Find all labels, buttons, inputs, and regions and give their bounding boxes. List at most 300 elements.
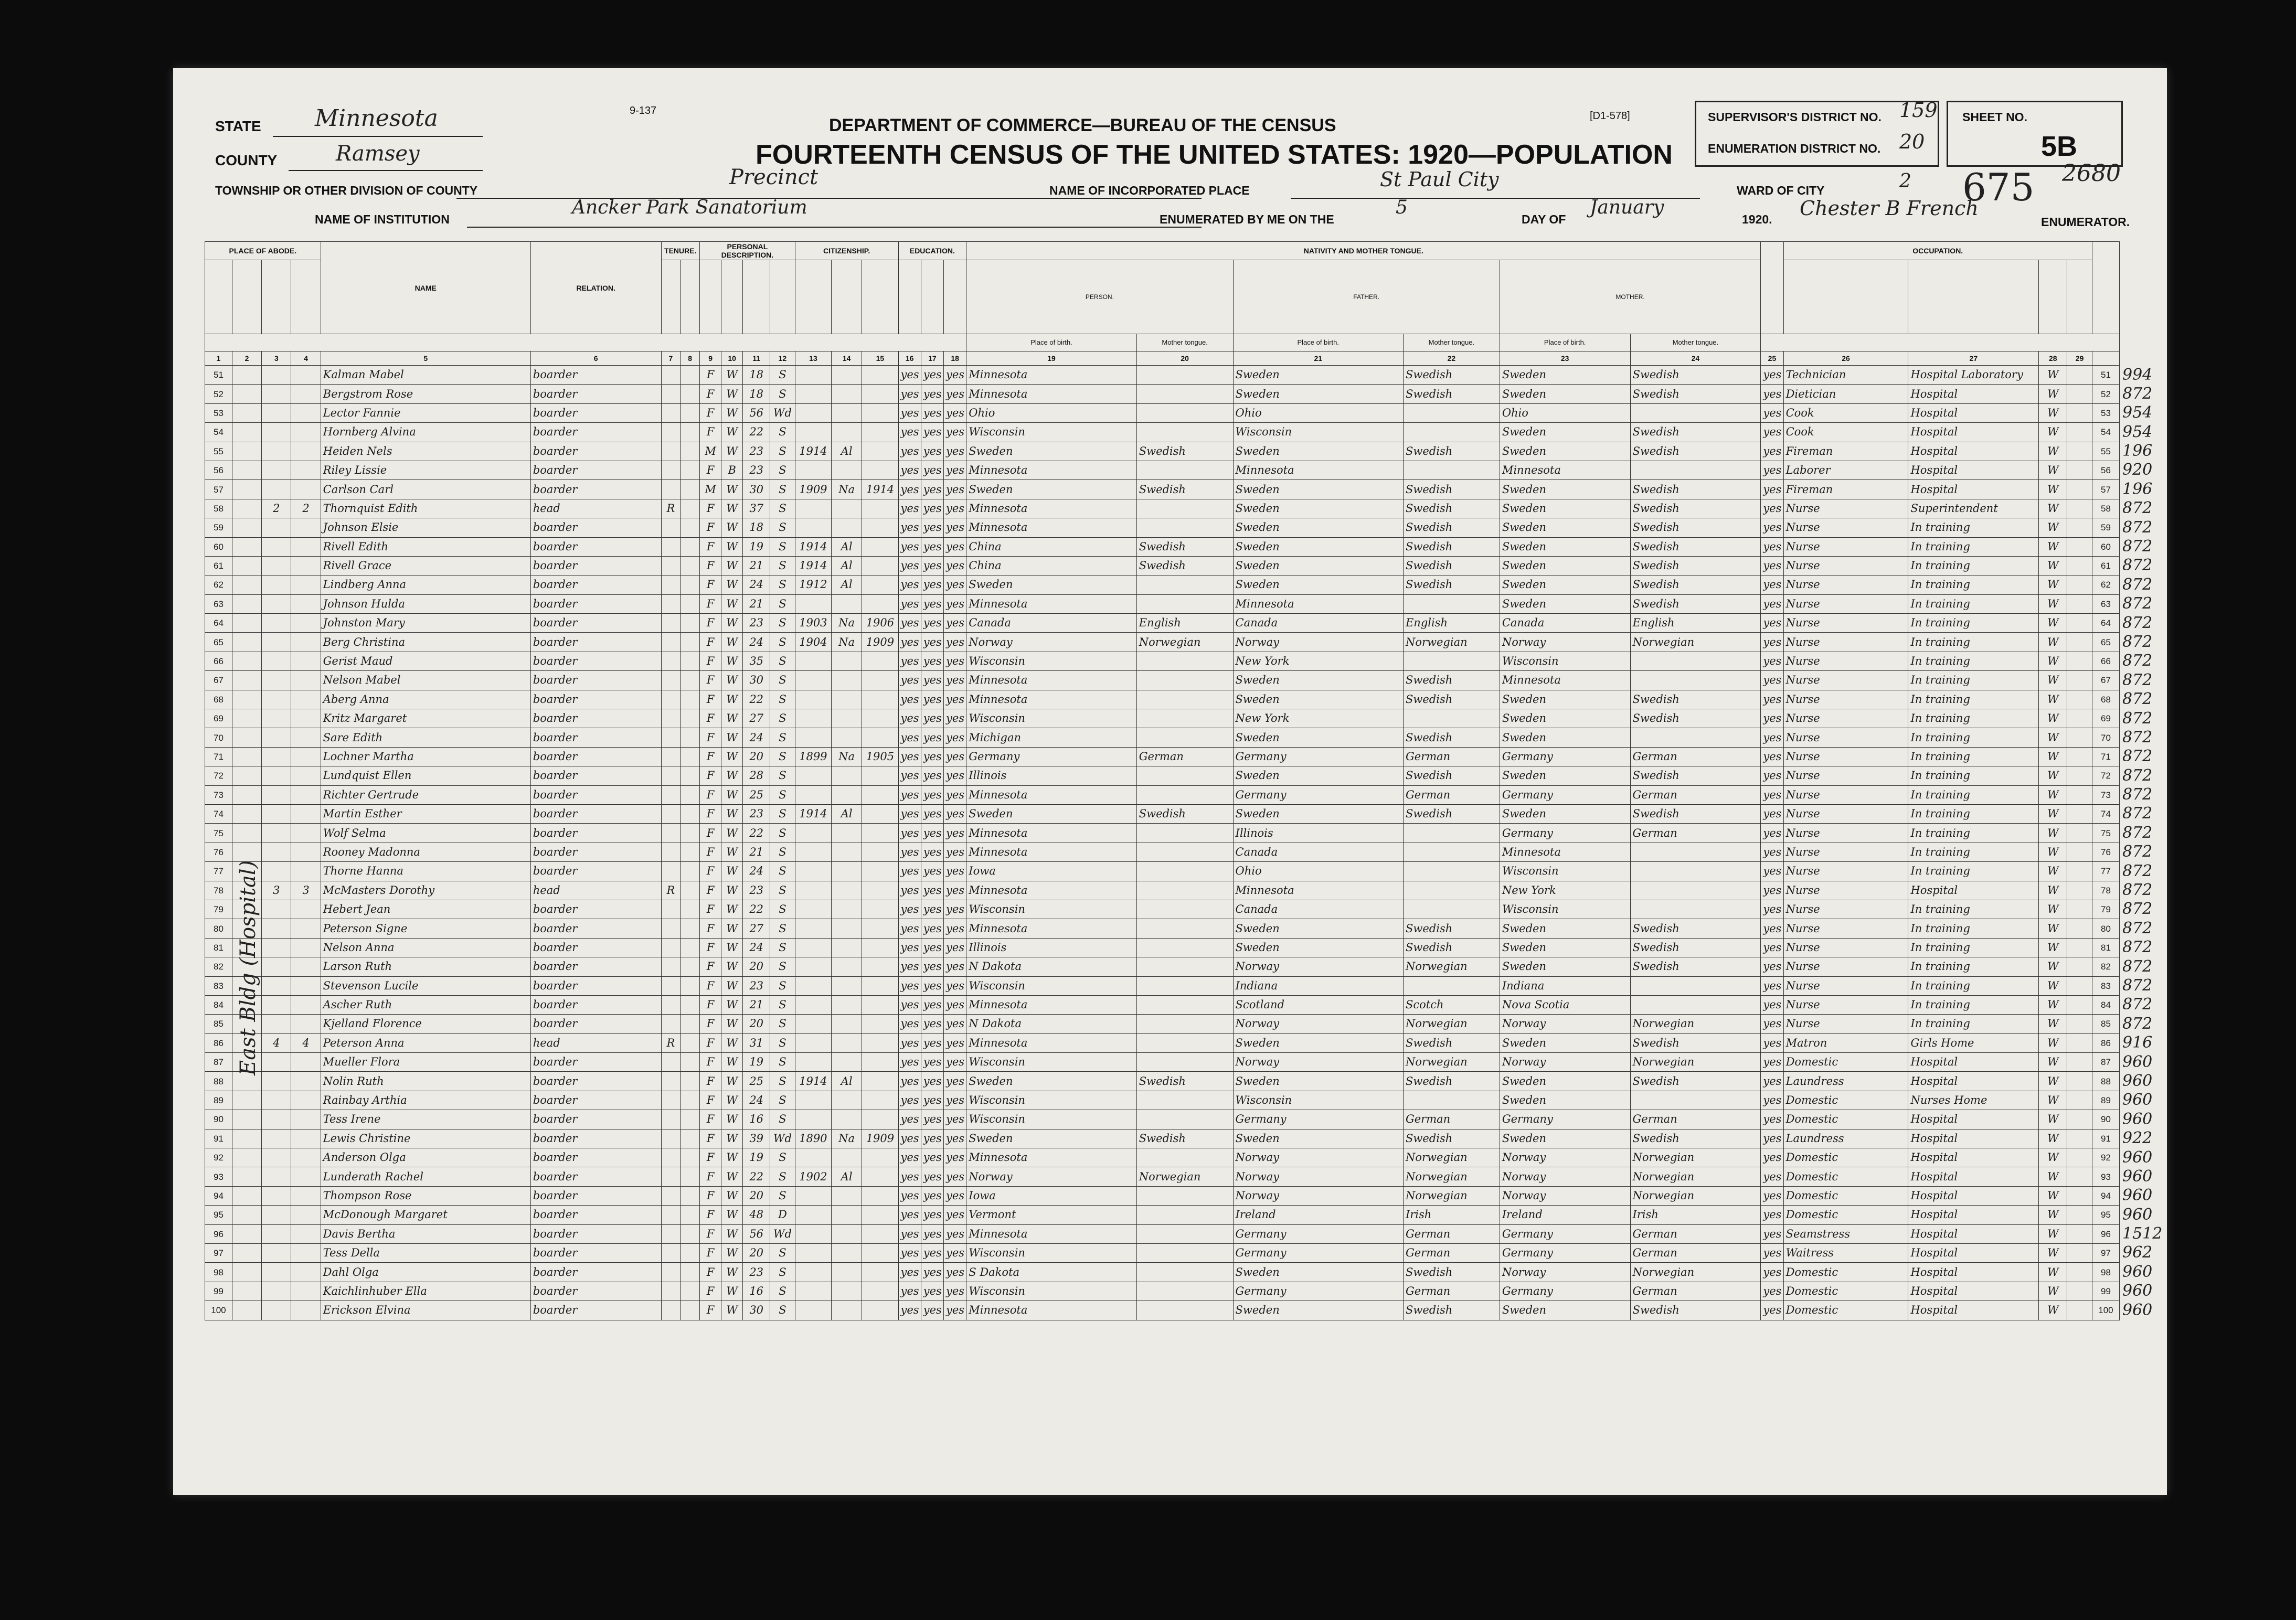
cell-sex: F: [700, 1110, 721, 1129]
margin-code: 872: [2122, 823, 2153, 842]
cell-ms: S: [770, 995, 795, 1014]
cell-mtongue: German: [1630, 1243, 1761, 1262]
cell-race: W: [721, 1301, 743, 1320]
line-number-right: 55: [2092, 442, 2119, 461]
cell-house: [232, 1186, 261, 1205]
cell-att: yes: [898, 728, 921, 747]
cell-home: [661, 1110, 681, 1129]
cell-birth: Norway: [966, 633, 1136, 652]
cell-farm: [2067, 766, 2092, 785]
cell-birth: Wisconsin: [966, 1243, 1136, 1262]
cell-yn: [862, 1301, 898, 1320]
cell-tongue: [1136, 575, 1233, 594]
cell-free: [681, 1053, 700, 1072]
cell-race: W: [721, 976, 743, 995]
cell-free: [681, 766, 700, 785]
margin-code: 872: [2122, 766, 2153, 785]
cell-fam: [291, 518, 321, 537]
cell-home: [661, 1206, 681, 1224]
cell-read: yes: [921, 1206, 943, 1224]
cell-eng: yes: [1761, 1243, 1783, 1262]
line-number-right: 62: [2092, 575, 2119, 594]
cell-home: [661, 728, 681, 747]
cell-yi: 1912: [795, 575, 831, 594]
col-industry: [1908, 260, 2039, 334]
cell-farm: [2067, 995, 2092, 1014]
cell-fam: [291, 403, 321, 422]
column-number: 8: [681, 351, 700, 366]
cell-name: Lochner Martha: [321, 747, 530, 766]
cell-yn: [862, 1167, 898, 1186]
cell-age: 23: [743, 804, 770, 823]
cell-name: Gerist Maud: [321, 652, 530, 670]
cell-dw: [262, 1091, 291, 1110]
cell-nat: [831, 652, 862, 670]
cell-ftongue: Swedish: [1403, 366, 1500, 385]
line-number-right: 80: [2092, 919, 2119, 938]
cell-read: yes: [921, 1301, 943, 1320]
cell-name: Davis Bertha: [321, 1224, 530, 1243]
cell-mtongue: [1630, 1091, 1761, 1110]
cell-att: yes: [898, 690, 921, 709]
cell-age: 23: [743, 614, 770, 633]
cell-yn: [862, 995, 898, 1014]
cell-birth: Minnesota: [966, 499, 1136, 518]
cell-birth: Wisconsin: [966, 423, 1136, 442]
cell-rel: boarder: [530, 919, 661, 938]
cell-race: W: [721, 385, 743, 403]
cell-yi: [795, 728, 831, 747]
margin-code: 960: [2122, 1110, 2153, 1128]
cell-trade: Nurse: [1783, 690, 1908, 709]
line-number: 74: [205, 804, 232, 823]
cell-rel: boarder: [530, 709, 661, 728]
cell-trade: Nurse: [1783, 575, 1908, 594]
cell-fam: [291, 995, 321, 1014]
enumeration-value: 20: [1899, 130, 1925, 153]
cell-nat: [831, 995, 862, 1014]
cell-fbirth: Sweden: [1233, 938, 1403, 957]
cell-yi: 1914: [795, 537, 831, 556]
cell-mbirth: Sweden: [1500, 537, 1630, 556]
cell-tongue: [1136, 671, 1233, 690]
col-street: [205, 260, 232, 334]
line-number: 81: [205, 938, 232, 957]
cell-rel: boarder: [530, 690, 661, 709]
cell-ind: In training: [1908, 556, 2039, 575]
department-title: DEPARTMENT OF COMMERCE—BUREAU OF THE CENSUS: [829, 115, 1336, 135]
cell-age: 22: [743, 900, 770, 919]
cell-att: yes: [898, 1072, 921, 1091]
cell-dw: [262, 804, 291, 823]
cell-yi: [795, 1186, 831, 1205]
cell-race: W: [721, 1148, 743, 1167]
margin-code: 872: [2122, 785, 2153, 804]
cell-yn: [862, 1033, 898, 1052]
cell-att: yes: [898, 957, 921, 976]
cell-birth: Wisconsin: [966, 1282, 1136, 1301]
cell-home: [661, 671, 681, 690]
cell-farm: [2067, 403, 2092, 422]
cell-house: [232, 575, 261, 594]
cell-mtongue: Norwegian: [1630, 1263, 1761, 1282]
cell-name: Mueller Flora: [321, 1053, 530, 1072]
cell-race: W: [721, 728, 743, 747]
cell-ind: In training: [1908, 843, 2039, 861]
cell-house: [232, 480, 261, 499]
column-number: 15: [862, 351, 898, 366]
table-row: [205, 1224, 2120, 1243]
line-number: 75: [205, 824, 232, 843]
cell-trade: Nurse: [1783, 556, 1908, 575]
cell-yi: [795, 1033, 831, 1052]
cell-att: yes: [898, 537, 921, 556]
census-rows: [205, 366, 2120, 1320]
cell-free: [681, 403, 700, 422]
cell-att: yes: [898, 1206, 921, 1224]
cell-fbirth: Sweden: [1233, 1263, 1403, 1282]
col-dwelling: [262, 260, 291, 334]
cell-ind: Hospital: [1908, 1263, 2039, 1282]
cell-ftongue: [1403, 652, 1500, 670]
cell-house: [232, 366, 261, 385]
cell-free: [681, 804, 700, 823]
table-row: [205, 1015, 2120, 1033]
cell-farm: [2067, 1129, 2092, 1148]
table-row: [205, 1053, 2120, 1072]
cell-ms: S: [770, 1263, 795, 1282]
margin-code: 872: [2122, 976, 2153, 995]
line-number-right: 61: [2092, 556, 2119, 575]
cell-age: 21: [743, 556, 770, 575]
cell-race: W: [721, 652, 743, 670]
cell-yi: [795, 1282, 831, 1301]
cell-free: [681, 366, 700, 385]
line-number: 100: [205, 1301, 232, 1320]
line-number: 94: [205, 1186, 232, 1205]
cell-sex: F: [700, 1186, 721, 1205]
cell-write: yes: [944, 1015, 966, 1033]
cell-att: yes: [898, 1033, 921, 1052]
cell-dw: [262, 1263, 291, 1282]
cell-mbirth: Sweden: [1500, 1129, 1630, 1148]
cell-mbirth: Norway: [1500, 633, 1630, 652]
cell-read: yes: [921, 575, 943, 594]
cell-sex: F: [700, 1206, 721, 1224]
cell-yn: [862, 1186, 898, 1205]
cell-house: [232, 614, 261, 633]
cell-ms: S: [770, 594, 795, 613]
cell-read: yes: [921, 1186, 943, 1205]
col-class: [2039, 260, 2067, 334]
cell-fbirth: Sweden: [1233, 1129, 1403, 1148]
cell-sex: F: [700, 747, 721, 766]
table-row: [205, 1282, 2120, 1301]
cell-eng: yes: [1761, 423, 1783, 442]
cell-race: W: [721, 1110, 743, 1129]
cell-rel: boarder: [530, 518, 661, 537]
cell-write: yes: [944, 1110, 966, 1129]
margin-code: 872: [2122, 670, 2153, 689]
cell-free: [681, 614, 700, 633]
cell-dw: [262, 900, 291, 919]
cell-yn: [862, 671, 898, 690]
cell-trade: Nurse: [1783, 995, 1908, 1014]
cell-rel: boarder: [530, 480, 661, 499]
margin-code: 960: [2122, 1301, 2153, 1319]
cell-ms: S: [770, 575, 795, 594]
sub-father-birth: Place of birth.: [1233, 334, 1403, 351]
cell-home: [661, 403, 681, 422]
cell-att: yes: [898, 1243, 921, 1262]
cell-ms: S: [770, 1033, 795, 1052]
cell-write: yes: [944, 537, 966, 556]
cell-ms: Wd: [770, 1224, 795, 1243]
cell-ind: In training: [1908, 919, 2039, 938]
table-row: [205, 690, 2120, 709]
cell-dw: [262, 1224, 291, 1243]
line-number-right: 75: [2092, 824, 2119, 843]
cell-dw: [262, 1110, 291, 1129]
cell-dw: [262, 403, 291, 422]
sub-father-tongue: Mother tongue.: [1403, 334, 1500, 351]
cell-mbirth: Sweden: [1500, 480, 1630, 499]
col-write: [944, 260, 966, 334]
cell-tongue: [1136, 1091, 1233, 1110]
cell-att: yes: [898, 614, 921, 633]
cell-ind: Hospital: [1908, 1282, 2039, 1301]
line-number-right: 93: [2092, 1167, 2119, 1186]
cell-mbirth: Sweden: [1500, 938, 1630, 957]
cell-birth: Sweden: [966, 804, 1136, 823]
cell-free: [681, 1243, 700, 1262]
line-number: 59: [205, 518, 232, 537]
col-marital: [770, 260, 795, 334]
cell-yn: 1906: [862, 614, 898, 633]
cell-name: Richter Gertrude: [321, 785, 530, 804]
cell-write: yes: [944, 499, 966, 518]
cell-yn: [862, 709, 898, 728]
table-row: [205, 804, 2120, 823]
column-number: 28: [2039, 351, 2067, 366]
cell-mbirth: Sweden: [1500, 1072, 1630, 1091]
line-number-right: 60: [2092, 537, 2119, 556]
line-number-right: 85: [2092, 1015, 2119, 1033]
cell-write: yes: [944, 976, 966, 995]
cell-name: McDonough Margaret: [321, 1206, 530, 1224]
cell-write: yes: [944, 995, 966, 1014]
cell-rel: head: [530, 499, 661, 518]
column-number: 19: [966, 351, 1136, 366]
cell-home: [661, 518, 681, 537]
line-number-right: 83: [2092, 976, 2119, 995]
cell-yn: [862, 843, 898, 861]
cell-mtongue: Swedish: [1630, 594, 1761, 613]
cell-eng: yes: [1761, 900, 1783, 919]
cell-mtongue: Swedish: [1630, 575, 1761, 594]
col-person: PERSON.: [966, 260, 1233, 334]
cell-fbirth: Canada: [1233, 900, 1403, 919]
cell-ftongue: [1403, 594, 1500, 613]
census-sheet: [173, 68, 2167, 1495]
enumerator-label: ENUMERATOR.: [2041, 215, 2130, 229]
cell-free: [681, 1110, 700, 1129]
cell-mbirth: Norway: [1500, 1167, 1630, 1186]
cell-ind: Hospital: [1908, 1186, 2039, 1205]
cell-sex: F: [700, 403, 721, 422]
cell-sex: F: [700, 900, 721, 919]
cell-race: W: [721, 1091, 743, 1110]
cell-nat: Al: [831, 1072, 862, 1091]
line-number: 97: [205, 1243, 232, 1262]
cell-rel: boarder: [530, 366, 661, 385]
cell-fbirth: Sweden: [1233, 556, 1403, 575]
cell-mbirth: Norway: [1500, 1148, 1630, 1167]
cell-ms: S: [770, 957, 795, 976]
cell-race: W: [721, 614, 743, 633]
cell-mbirth: Wisconsin: [1500, 862, 1630, 881]
cell-ftongue: Swedish: [1403, 556, 1500, 575]
cell-dw: [262, 423, 291, 442]
cell-farm: [2067, 690, 2092, 709]
cell-name: McMasters Dorothy: [321, 881, 530, 900]
margin-code: 920: [2122, 461, 2153, 479]
cell-name: Lindberg Anna: [321, 575, 530, 594]
cell-trade: Nurse: [1783, 843, 1908, 861]
cell-fbirth: Minnesota: [1233, 594, 1403, 613]
cell-home: [661, 1072, 681, 1091]
cell-ms: S: [770, 556, 795, 575]
cell-att: yes: [898, 499, 921, 518]
cell-write: yes: [944, 1072, 966, 1091]
cell-eng: yes: [1761, 1033, 1783, 1052]
margin-code: 954: [2122, 403, 2153, 422]
cell-eng: yes: [1761, 728, 1783, 747]
cell-ftongue: [1403, 423, 1500, 442]
line-number-right: 68: [2092, 690, 2119, 709]
cell-ftongue: Swedish: [1403, 690, 1500, 709]
cell-write: yes: [944, 824, 966, 843]
cell-ms: S: [770, 671, 795, 690]
margin-code: 872: [2122, 747, 2153, 766]
cell-mtongue: Swedish: [1630, 1301, 1761, 1320]
cell-att: yes: [898, 461, 921, 479]
cell-eng: yes: [1761, 1167, 1783, 1186]
cell-write: yes: [944, 518, 966, 537]
cell-att: yes: [898, 633, 921, 652]
cell-home: R: [661, 881, 681, 900]
cell-ms: S: [770, 1167, 795, 1186]
cell-class: W: [2039, 461, 2067, 479]
col-naturalized: [831, 260, 862, 334]
cell-mtongue: Norwegian: [1630, 1167, 1761, 1186]
cell-house: [232, 1263, 261, 1282]
cell-home: [661, 1224, 681, 1243]
enumerated-day: 5: [1396, 197, 1408, 218]
cell-ftongue: German: [1403, 1224, 1500, 1243]
cell-age: 19: [743, 1148, 770, 1167]
line-number: 69: [205, 709, 232, 728]
cell-sex: F: [700, 366, 721, 385]
cell-fbirth: Sweden: [1233, 1072, 1403, 1091]
cell-write: yes: [944, 403, 966, 422]
cell-fam: [291, 1167, 321, 1186]
cell-home: [661, 575, 681, 594]
cell-read: yes: [921, 1033, 943, 1052]
cell-att: yes: [898, 1224, 921, 1243]
cell-yn: [862, 900, 898, 919]
cell-tongue: [1136, 976, 1233, 995]
township-value: Precinct: [729, 165, 819, 189]
cell-dw: [262, 1129, 291, 1148]
cell-fbirth: Sweden: [1233, 804, 1403, 823]
cell-att: yes: [898, 403, 921, 422]
cell-house: [232, 747, 261, 766]
cell-fbirth: Sweden: [1233, 1033, 1403, 1052]
cell-yi: [795, 766, 831, 785]
cell-ftongue: [1403, 976, 1500, 995]
cell-free: [681, 1301, 700, 1320]
cell-rel: boarder: [530, 1129, 661, 1148]
cell-rel: boarder: [530, 862, 661, 881]
cell-read: yes: [921, 804, 943, 823]
cell-trade: Nurse: [1783, 614, 1908, 633]
cell-eng: yes: [1761, 747, 1783, 766]
cell-home: [661, 1091, 681, 1110]
cell-att: yes: [898, 518, 921, 537]
cell-mbirth: Sweden: [1500, 804, 1630, 823]
cell-class: W: [2039, 1072, 2067, 1091]
township-label: TOWNSHIP OR OTHER DIVISION OF COUNTY: [215, 184, 478, 197]
cell-ftongue: [1403, 900, 1500, 919]
cell-ms: S: [770, 652, 795, 670]
cell-name: Dahl Olga: [321, 1263, 530, 1282]
cell-sex: F: [700, 633, 721, 652]
margin-code: 196: [2122, 479, 2153, 498]
cell-trade: Laundress: [1783, 1129, 1908, 1148]
cell-eng: yes: [1761, 385, 1783, 403]
cell-trade: Domestic: [1783, 1263, 1908, 1282]
cell-ind: Hospital: [1908, 1072, 2039, 1091]
line-number: 95: [205, 1206, 232, 1224]
cell-eng: yes: [1761, 995, 1783, 1014]
cell-class: W: [2039, 976, 2067, 995]
cell-race: W: [721, 1033, 743, 1052]
cell-tongue: Norwegian: [1136, 633, 1233, 652]
cell-free: [681, 556, 700, 575]
table-row: [205, 728, 2120, 747]
form-number: 9-137: [630, 105, 657, 116]
cell-race: W: [721, 1015, 743, 1033]
cell-tongue: [1136, 1301, 1233, 1320]
cell-farm: [2067, 1033, 2092, 1052]
cell-class: W: [2039, 938, 2067, 957]
cell-yi: 1914: [795, 804, 831, 823]
cell-rel: boarder: [530, 537, 661, 556]
cell-age: 16: [743, 1282, 770, 1301]
cell-trade: Nurse: [1783, 804, 1908, 823]
cell-birth: Minnesota: [966, 594, 1136, 613]
cell-yn: [862, 785, 898, 804]
cell-yi: 1903: [795, 614, 831, 633]
cell-home: R: [661, 499, 681, 518]
cell-ms: D: [770, 1206, 795, 1224]
cell-ms: S: [770, 938, 795, 957]
cell-fam: [291, 1282, 321, 1301]
cell-fam: [291, 1110, 321, 1129]
line-number: 83: [205, 976, 232, 995]
cell-nat: [831, 824, 862, 843]
